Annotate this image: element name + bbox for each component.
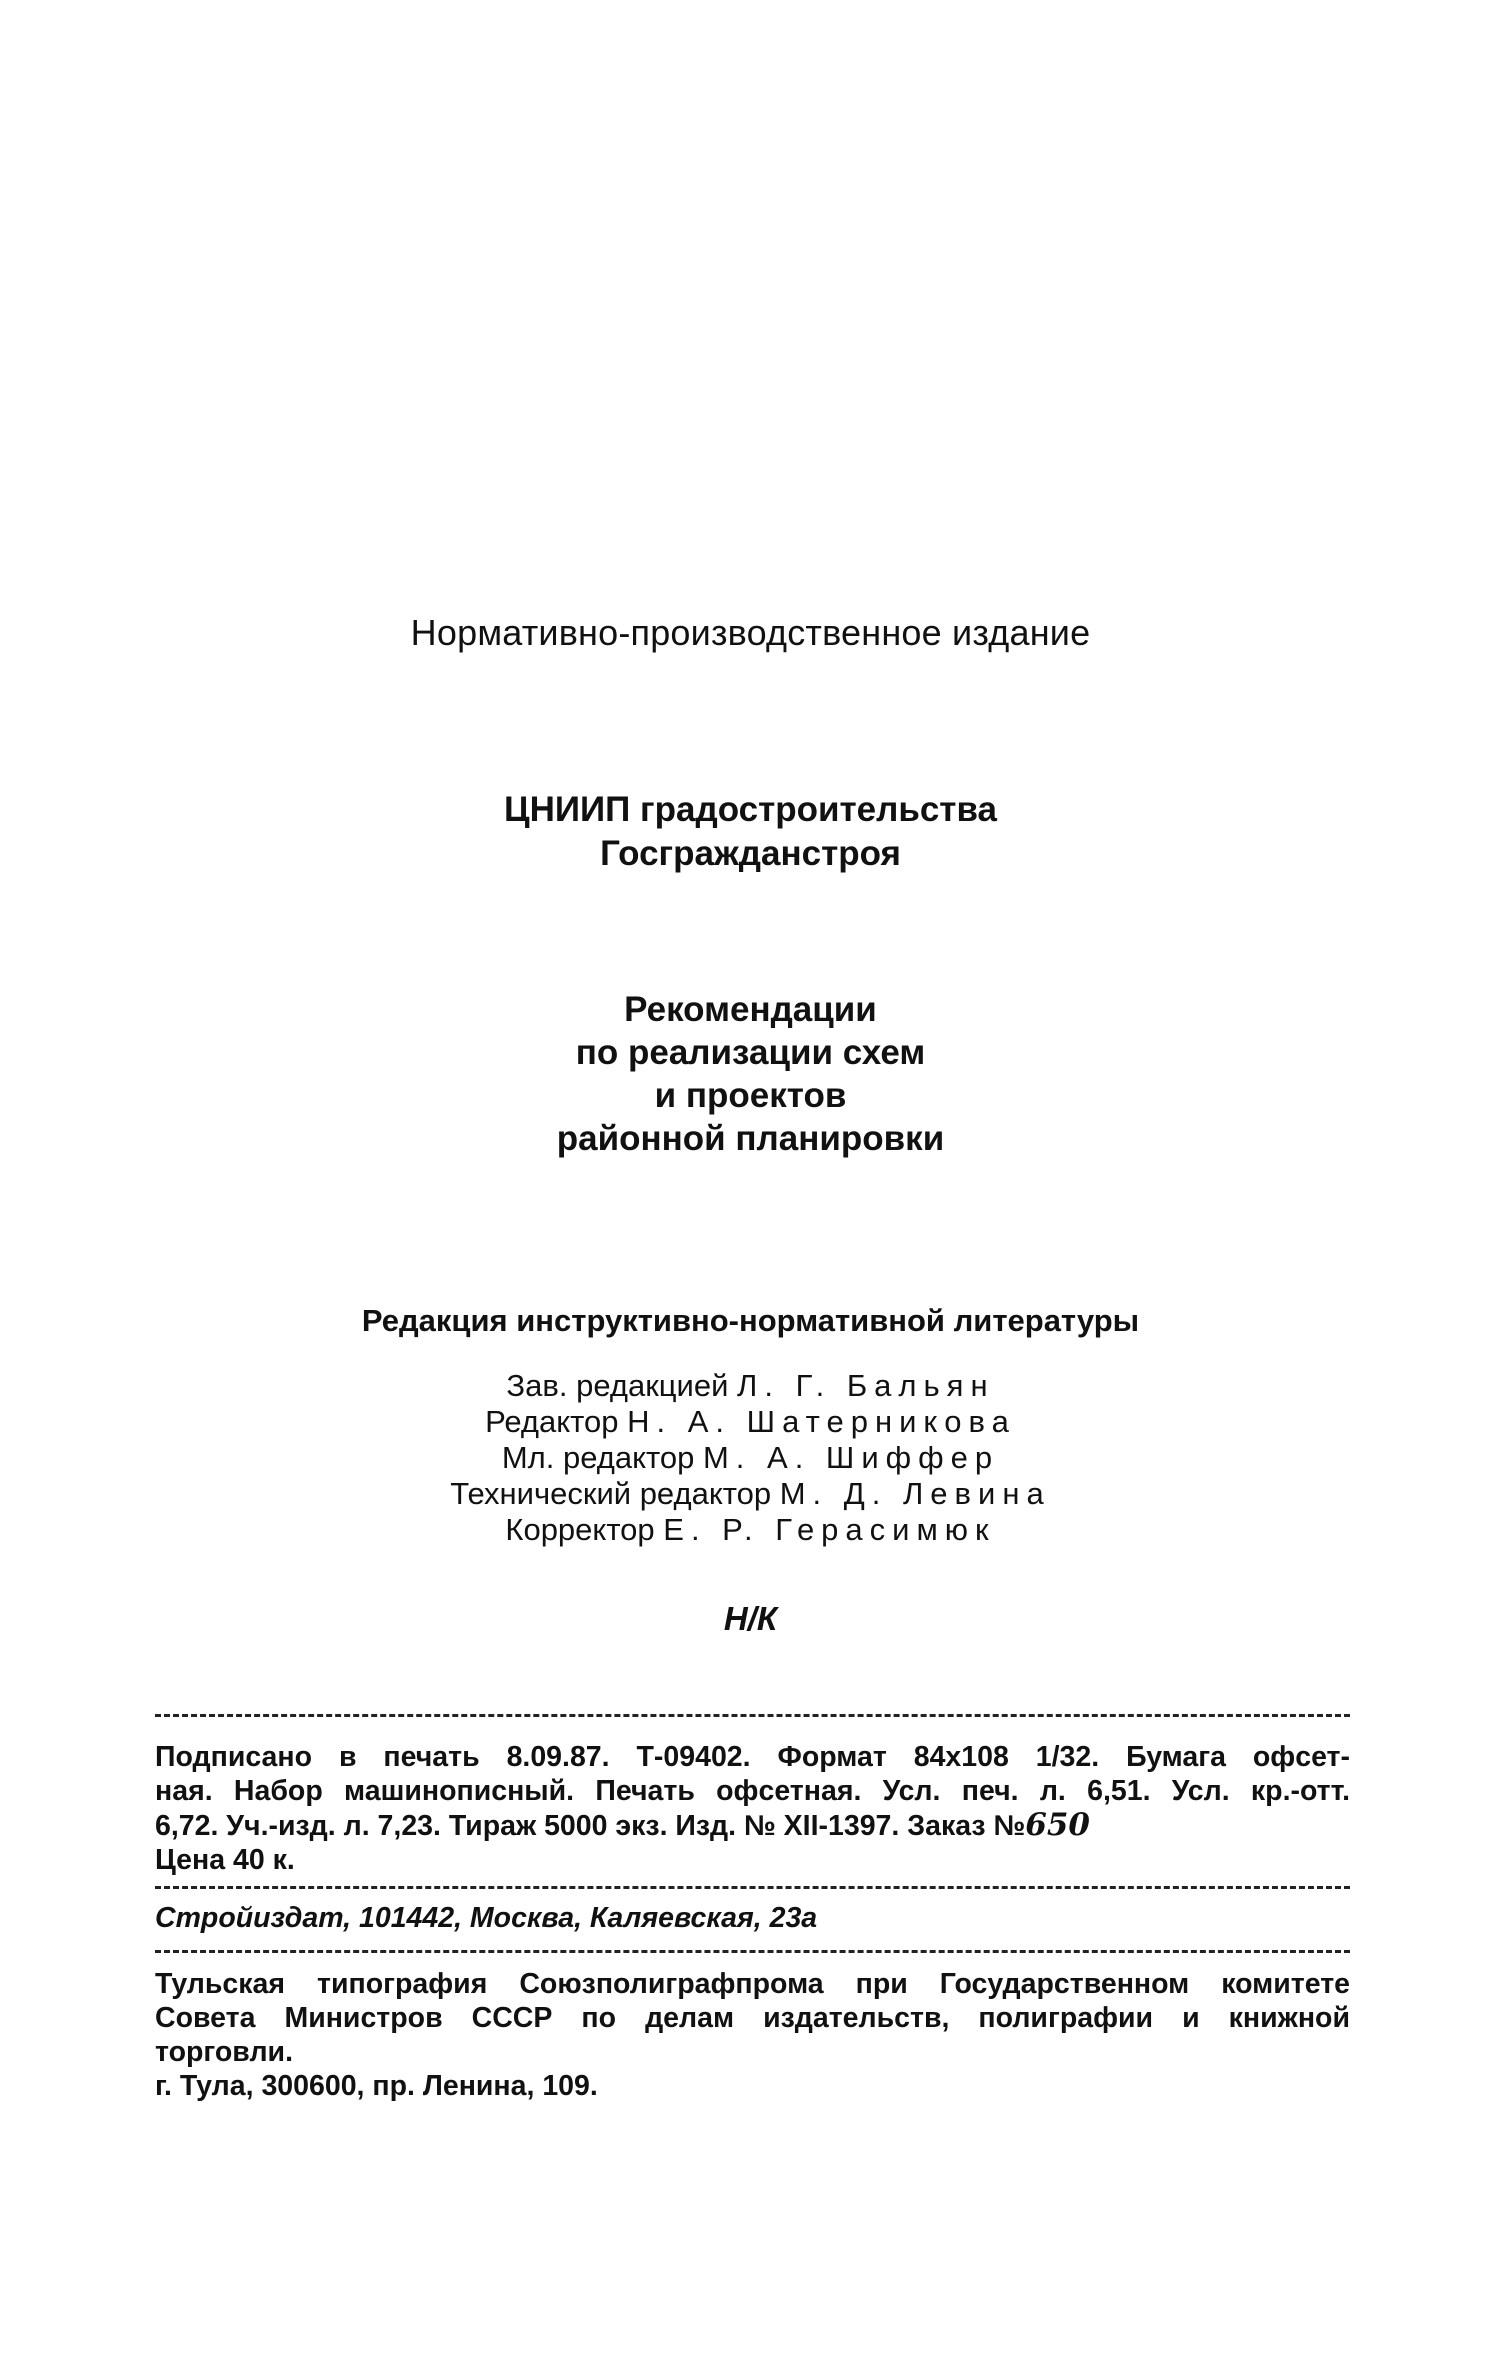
staff-list bbox=[0, 1368, 1501, 1548]
title-line-4: районной планировки bbox=[556, 1119, 945, 1158]
print-details-line-2: ная. Набор машинописный. Печать офсетная. Усл. печ. л. 6,51. Усл. кр.-отт. bbox=[155, 1775, 1350, 1807]
staff-line bbox=[0, 1512, 1501, 1548]
dashed-divider bbox=[155, 1950, 1350, 1953]
title-line-2: по реализации схем bbox=[575, 1033, 926, 1072]
staff-name: М. Д. Левина bbox=[779, 1476, 1051, 1511]
organization-line-1: ЦНИИП градостроительства bbox=[504, 790, 997, 829]
editorial-office: Редакция инструктивно-нормативной литературы bbox=[361, 1303, 1140, 1338]
dashed-divider bbox=[155, 1886, 1350, 1889]
document-title bbox=[0, 988, 1501, 1160]
price: Цена 40 к. bbox=[155, 1844, 295, 1876]
printer-line-1: Тульская типография Союзполиграфпрома при Государственном комитете bbox=[155, 1968, 1350, 2000]
staff-name: М. А. Шиффер bbox=[702, 1440, 1000, 1475]
staff-name: Л. Г. Бальян bbox=[737, 1368, 995, 1403]
organization-line-2: Госгражданстроя bbox=[600, 834, 901, 873]
staff-line bbox=[0, 1476, 1501, 1512]
printer-details bbox=[155, 1967, 1350, 2103]
staff-role: Корректор bbox=[505, 1512, 655, 1547]
staff-role: Технический редактор bbox=[450, 1476, 772, 1511]
staff-name: Е. Р. Герасимюк bbox=[663, 1512, 996, 1547]
classification-mark: Н/К bbox=[723, 1600, 778, 1637]
edition-type: Нормативно-производственное издание bbox=[410, 612, 1091, 653]
staff-role: Зав. редакцией bbox=[506, 1368, 729, 1403]
staff-name: Н. А. Шатерникова bbox=[627, 1404, 1016, 1439]
print-details bbox=[155, 1740, 1350, 1877]
print-details-line-3-text: 6,72. Уч.-изд. л. 7,23. Тираж 5000 экз. Изд. № XII-1397. Заказ № bbox=[155, 1810, 1026, 1842]
staff-line bbox=[0, 1404, 1501, 1440]
printer-line-3: торговли. bbox=[155, 2036, 293, 2068]
staff-line bbox=[0, 1440, 1501, 1476]
title-line-1: Рекомендации bbox=[624, 990, 877, 1029]
print-details-line-3 bbox=[155, 1808, 1350, 1843]
print-details-line-1: Подписано в печать 8.09.87. Т-09402. Формат 84x108 1/32. Бумага офсет- bbox=[155, 1741, 1350, 1773]
organization-block bbox=[0, 788, 1501, 876]
staff-role: Редактор bbox=[485, 1404, 619, 1439]
printer-address: г. Тула, 300600, пр. Ленина, 109. bbox=[155, 2070, 598, 2102]
publisher-address: Стройиздат, 101442, Москва, Каляевская, 23а bbox=[155, 1902, 818, 1934]
printer-line-2: Совета Министров СССР по делам издательств, полиграфии и книжной bbox=[155, 2002, 1350, 2034]
staff-line bbox=[0, 1368, 1501, 1404]
staff-role: Мл. редактор bbox=[501, 1440, 695, 1475]
dashed-divider bbox=[155, 1714, 1350, 1717]
order-number-handwritten: 650 bbox=[1025, 1807, 1090, 1843]
title-line-3: и проектов bbox=[654, 1076, 847, 1115]
